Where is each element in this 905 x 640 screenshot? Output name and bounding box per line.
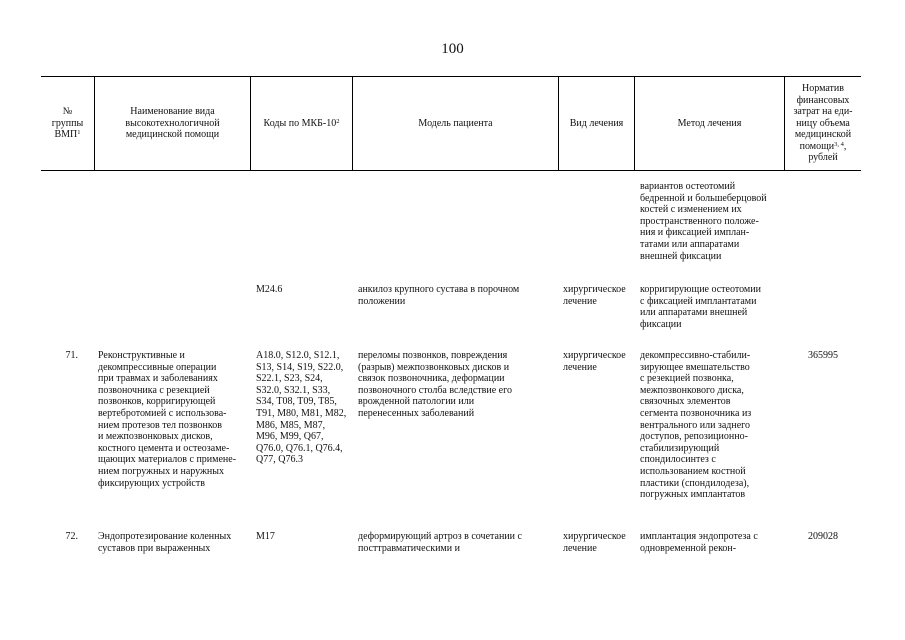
cell-treatment-type: хирургическое лечение: [563, 531, 626, 554]
cell-method: вариантов остеотомий бедренной и большеберцовой костей с изменением их пространственного положе- ния и фиксацией имплан- татами или аппаратами внешней фиксации: [640, 181, 767, 262]
cell-patient-model: переломы позвонков, повреждения (разрыв) межпозвонковых дисков и связок позвоночника, деформации позвоночного столба вследствие его врожденной патологии или перенесенных заболеваний: [358, 350, 512, 419]
cell-icd-codes: A18.0, S12.0, S12.1, S13, S14, S19, S22.0, S22.1, S23, S24, S32.0, S32.1, S33, S34, T08, T09, T85, T91, M80, M81, M82, M86, M85, M87, M96, M99, Q67, Q76.0, Q76.1, Q76.4, Q77, Q76.3: [256, 350, 347, 466]
cell-group-number: 71.: [65, 350, 78, 361]
cell-cost-norm: 209028: [808, 531, 838, 542]
cell-patient-model: анкилоз крупного сустава в порочном положении: [358, 284, 520, 307]
header-icd-codes: [251, 77, 352, 170]
cell-treatment-type: хирургическое лечение: [563, 350, 626, 373]
footnote-ref: 3, 4: [834, 140, 844, 148]
header-cost-norm-unit: , рублей: [808, 140, 847, 164]
table-header-bottom-rule: [41, 170, 861, 171]
header-care-name: Наименование вида высокотехнологичной медицинской помощи: [125, 106, 220, 141]
footnote-ref: 1: [77, 129, 81, 137]
header-patient-model: Модель пациента: [418, 117, 493, 129]
cell-care-name: Реконструктивные и декомпрессивные операции при травмах и заболеваниях позвоночника с резекцией позвонков, корригирующей вертебротомией с использова- нием протезов тел позвонков и межпозвонковых дисков, костного цемента и остеозаме- щающих материалов с примене- нием погружных и наружных фиксирующих устройств: [98, 350, 237, 489]
cell-method: декомпрессивно-стабили- зирующее вмешательство с резекцией позвонка, межпозвонкового диска, связочных элементов сегмента позвоночника из вентрального или заднего доступов, репозиционно- стабилизирующий спондилосинтез с использованием костной пластики (спондилодеза), погружных имплантатов: [640, 350, 752, 501]
cell-cost-norm: 365995: [808, 350, 838, 361]
footnote-ref: 2: [336, 117, 340, 125]
page-number: 100: [441, 41, 464, 57]
cell-icd-codes: M17: [256, 531, 275, 542]
cell-patient-model: деформирующий артроз в сочетании с посттравматическими и: [358, 531, 522, 554]
header-cost-norm-label: Норматив финансовых затрат на еди- ницу объема медицинской помощи: [793, 82, 853, 152]
cell-method: корригирующие остеотомии с фиксацией имплантатами или аппаратами внешней фиксации: [640, 284, 761, 330]
cell-care-name: Эндопротезирование коленных суставов при выраженных: [98, 531, 232, 554]
header-group-number-label: № группы ВМП: [51, 106, 84, 141]
cell-method: имплантация эндопротеза с одновременной рекон-: [640, 531, 758, 554]
cell-icd-codes: M24.6: [256, 284, 283, 295]
header-cost-norm: [785, 77, 861, 170]
header-treatment-method: Метод лечения: [677, 117, 742, 129]
header-treatment-type: Вид лечения: [569, 117, 624, 129]
header-icd-codes-label: Коды по МКБ-10: [263, 117, 337, 129]
cell-treatment-type: хирургическое лечение: [563, 284, 626, 307]
header-group-number: [41, 77, 94, 170]
cell-group-number: 72.: [65, 531, 78, 542]
